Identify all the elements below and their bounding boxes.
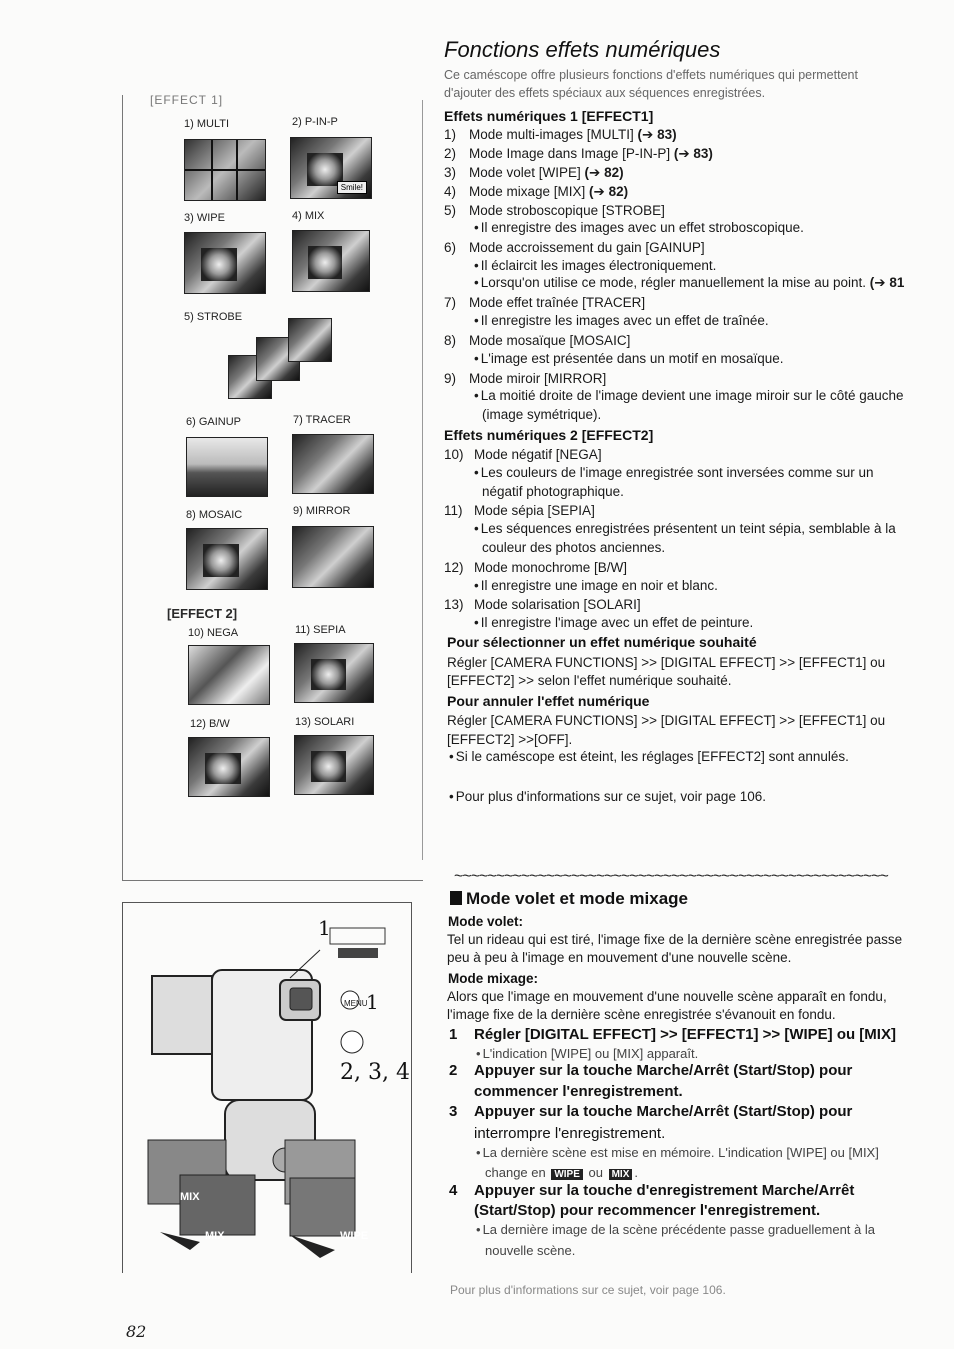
step-number: 4 [449, 1182, 458, 1199]
page-ref: (➔ 83) [673, 146, 713, 161]
note-text: Lorsqu'on utilise ce mode, régler manuellement la mise au point. [480, 275, 870, 290]
item-number: 3) [444, 165, 457, 180]
intro-text [444, 66, 934, 102]
list-item [444, 240, 705, 255]
thumb-caption: 4) MIX [292, 210, 325, 222]
page-ref: (➔ 82) [584, 165, 624, 180]
footnote: Pour plus d'informations sur ce sujet, voir page 106. [450, 1283, 726, 1297]
select-line: [EFFECT2] >> selon l'effet numérique souhaité. [447, 673, 732, 688]
list-item [444, 146, 713, 162]
thumb-caption: 5) STROBE [184, 311, 243, 323]
select-heading: Pour sélectionner un effet numérique souhaité [447, 634, 757, 650]
thumb-solari [294, 735, 374, 795]
note-text: change en [485, 1165, 550, 1180]
thumb-caption: 9) MIRROR [293, 505, 351, 517]
list-item [444, 165, 624, 181]
item-number: 5) [444, 203, 457, 218]
mix-line: l'image fixe de la dernière scène enregistrée s'évanouit en fondu. [447, 1007, 836, 1022]
thumb-mosaic [186, 528, 268, 590]
thumb-caption: 12) B/W [190, 718, 230, 730]
effects-figure-panel [122, 95, 423, 881]
volet-line: peu à peu à l'image en mouvement d'une nouvelle scène. [447, 950, 792, 965]
list-item [444, 597, 641, 612]
step-number: 2 [449, 1062, 458, 1079]
thumb-tracer [292, 434, 374, 494]
bullet-note [474, 275, 904, 291]
thumb-wipe [184, 232, 266, 294]
wipe-mix-heading [450, 889, 688, 909]
step-text: Appuyer sur la touche d'enregistrement Marche/Arrêt [474, 1182, 855, 1199]
step-note: • La dernière image de la scène précédente passe graduellement à la [476, 1222, 875, 1237]
camcorder-illustration [140, 920, 410, 1260]
cancel-line: [EFFECT2] >>[OFF]. [447, 732, 573, 747]
bullet-note: • Il enregistre l'image avec un effet de peinture. [474, 615, 753, 630]
mix-line: Alors que l'image en mouvement d'une nouvelle scène apparaît en fondu, [447, 989, 887, 1004]
page-ref: (➔ 82) [589, 184, 629, 199]
item-number: 12) [444, 560, 464, 575]
list-item [444, 447, 602, 462]
figure-label-1: 1 [366, 990, 379, 1014]
thumb-mix [292, 230, 370, 292]
step-text-cont: interrompre l'enregistrement. [474, 1125, 666, 1142]
item-number: 11) [444, 503, 463, 518]
cancel-heading: Pour annuler l'effet numérique [447, 693, 650, 709]
thumb-caption: 6) GAINUP [186, 416, 242, 428]
item-number: 8) [444, 333, 457, 348]
step-2 [449, 1062, 852, 1079]
mix-label: Mode mixage: [448, 971, 539, 986]
list-item [444, 184, 628, 200]
thumb-caption: 3) WIPE [184, 212, 225, 224]
thumb-strobe-3 [288, 318, 332, 362]
step-number: 1 [449, 1026, 458, 1043]
effect2-label: [EFFECT 2] [167, 606, 238, 621]
bullet-note-cont: (image symétrique). [482, 407, 602, 422]
step-4 [449, 1182, 854, 1199]
cancel-line: Régler [CAMERA FUNCTIONS] >> [DIGITAL EFFECT] >> [EFFECT1] ou [447, 713, 886, 728]
step-number: 3 [449, 1103, 458, 1120]
list-item [444, 295, 645, 310]
item-text: Mode sépia [SEPIA] [474, 503, 595, 518]
step-text-cont: commencer l'enregistrement. [474, 1083, 683, 1100]
bullet-note-cont: couleur des photos anciennes. [482, 540, 666, 555]
thumb-bw [188, 737, 270, 797]
thumb-caption: 7) TRACER [293, 414, 351, 426]
page-ref: (➔ 81 [869, 275, 905, 290]
thumb-nega [188, 645, 270, 705]
item-text: Mode mosaïque [MOSAIC] [469, 333, 631, 348]
item-text: Mode accroissement du gain [GAINUP] [469, 240, 705, 255]
item-text: Mode mixage [MIX] [469, 184, 590, 199]
bullet-note: • Il enregistre une image en noir et blanc. [474, 578, 718, 593]
square-icon [450, 891, 462, 905]
select-line: Régler [CAMERA FUNCTIONS] >> [DIGITAL EFFECT] >> [EFFECT1] ou [447, 655, 886, 670]
thumb-caption: 13) SOLARI [295, 716, 355, 728]
cancel-note: • Si le caméscope est éteint, les réglages [EFFECT2] sont annulés. [449, 749, 849, 764]
item-number: 2) [444, 146, 457, 161]
step-1 [449, 1026, 896, 1043]
section-divider: ~~~~~~~~~~~~~~~~~~~~~~~~~~~~~~~~~~~~~~~~~~~~~~~~~~~~ [454, 868, 888, 882]
menu-button-label: MENU [344, 999, 368, 1008]
page-ref: (➔ 83) [637, 127, 677, 142]
bullet-note: • Il enregistre des images avec un effet stroboscopique. [474, 220, 804, 235]
step-note-cont: nouvelle scène. [485, 1243, 576, 1258]
volet-line: Tel un rideau qui est tiré, l'image fixe de la dernière scène enregistrée passe [447, 932, 903, 947]
thumb-sepia [294, 643, 374, 703]
bullet-note: • Les couleurs de l'image enregistrée sont inversées comme sur un [474, 465, 874, 480]
overlay-mix-label: MIX [180, 1191, 200, 1203]
wipe-badge: WIPE [551, 1169, 583, 1180]
step-3 [449, 1103, 852, 1120]
more-info-note: • Pour plus d'informations sur ce sujet, voir page 106. [449, 789, 766, 804]
item-number: 1) [444, 127, 457, 142]
thumb-caption: 8) MOSAIC [186, 509, 243, 521]
list-item [444, 203, 665, 218]
item-number: 6) [444, 240, 457, 255]
figure-label-2-3-4: 2, 3, 4 [340, 1060, 410, 1085]
step-text: Appuyer sur la touche Marche/Arrêt (Start/Stop) pour [474, 1103, 853, 1120]
item-number: 7) [444, 295, 457, 310]
item-text: Mode solarisation [SOLARI] [474, 597, 641, 612]
list-item [444, 333, 630, 348]
step-text: Appuyer sur la touche Marche/Arrêt (Start/Stop) pour [474, 1062, 853, 1079]
item-number: 9) [444, 371, 457, 386]
thumb-gainup [186, 437, 268, 497]
item-number: 10) [444, 447, 464, 462]
bullet-note: • Il éclaircit les images électroniquement. [474, 258, 716, 273]
item-text: Mode négatif [NEGA] [474, 447, 602, 462]
thumb-pinp [290, 137, 372, 199]
bullet-note: • La moitié droite de l'image devient une image miroir sur le côté gauche [474, 388, 904, 403]
thumb-caption: 11) SEPIA [295, 624, 346, 636]
note-text: . [634, 1165, 638, 1180]
item-text: Mode effet traînée [TRACER] [469, 295, 646, 310]
thumb-caption: 1) MULTI [184, 118, 230, 130]
bullet-note: • Il enregistre les images avec un effet de traînée. [474, 313, 769, 328]
effect2-heading: Effets numériques 2 [EFFECT2] [444, 427, 654, 443]
item-text: Mode monochrome [B/W] [474, 560, 628, 575]
effect1-label: [EFFECT 1] [150, 93, 224, 107]
wipe-mix-heading-text: Mode volet et mode mixage [466, 889, 688, 908]
list-item [444, 371, 606, 386]
list-item [444, 503, 595, 518]
thumb-caption: 2) P-IN-P [292, 116, 338, 128]
item-text: Mode Image dans Image [P-IN-P] [469, 146, 674, 161]
thumb-multi [184, 139, 266, 201]
overlay-mix-label: MIX [205, 1230, 225, 1242]
list-item [444, 560, 627, 575]
item-number: 13) [444, 597, 464, 612]
bullet-note: • L'image est présentée dans un motif en mosaïque. [474, 351, 784, 366]
item-number: 4) [444, 184, 457, 199]
item-text: Mode multi-images [MULTI] [469, 127, 638, 142]
column-divider [422, 100, 423, 860]
intro-line: d'ajouter des effets spéciaux aux séquences enregistrées. [444, 86, 766, 100]
list-item [444, 127, 677, 143]
bullet-note-cont: négatif photographique. [482, 484, 624, 499]
step-text: Régler [DIGITAL EFFECT] >> [EFFECT1] >> [WIPE] ou [MIX] [474, 1026, 896, 1043]
bullet-note: • Les séquences enregistrées présentent un teint sépia, semblable à la [474, 521, 896, 536]
effect1-heading: Effets numériques 1 [EFFECT1] [444, 108, 654, 124]
note-text: ou [584, 1165, 607, 1180]
intro-line: Ce caméscope offre plusieurs fonctions d'effets numériques qui permettent [444, 68, 858, 82]
page-number: 82 [126, 1322, 147, 1341]
figure-label-1: 1 [318, 916, 331, 940]
thumb-mirror [292, 526, 374, 588]
step-note: • La dernière scène est mise en mémoire. L'indication [WIPE] ou [MIX] [476, 1145, 879, 1160]
overlay-wipe-label: WIPE [340, 1230, 369, 1242]
mix-badge: MIX [609, 1169, 633, 1180]
volet-label: Mode volet: [448, 914, 524, 929]
step-note: • L'indication [WIPE] ou [MIX] apparaît. [476, 1046, 698, 1061]
smile-label: Smile! [337, 181, 367, 194]
item-text: Mode miroir [MIRROR] [469, 371, 607, 386]
page-title: Fonctions effets numériques [444, 37, 721, 62]
item-text: Mode stroboscopique [STROBE] [469, 203, 665, 218]
item-text: Mode volet [WIPE] [469, 165, 585, 180]
step-text-cont: (Start/Stop) pour recommencer l'enregistrement. [474, 1202, 821, 1219]
thumb-caption: 10) NEGA [188, 627, 239, 639]
step-note-cont [485, 1165, 638, 1180]
